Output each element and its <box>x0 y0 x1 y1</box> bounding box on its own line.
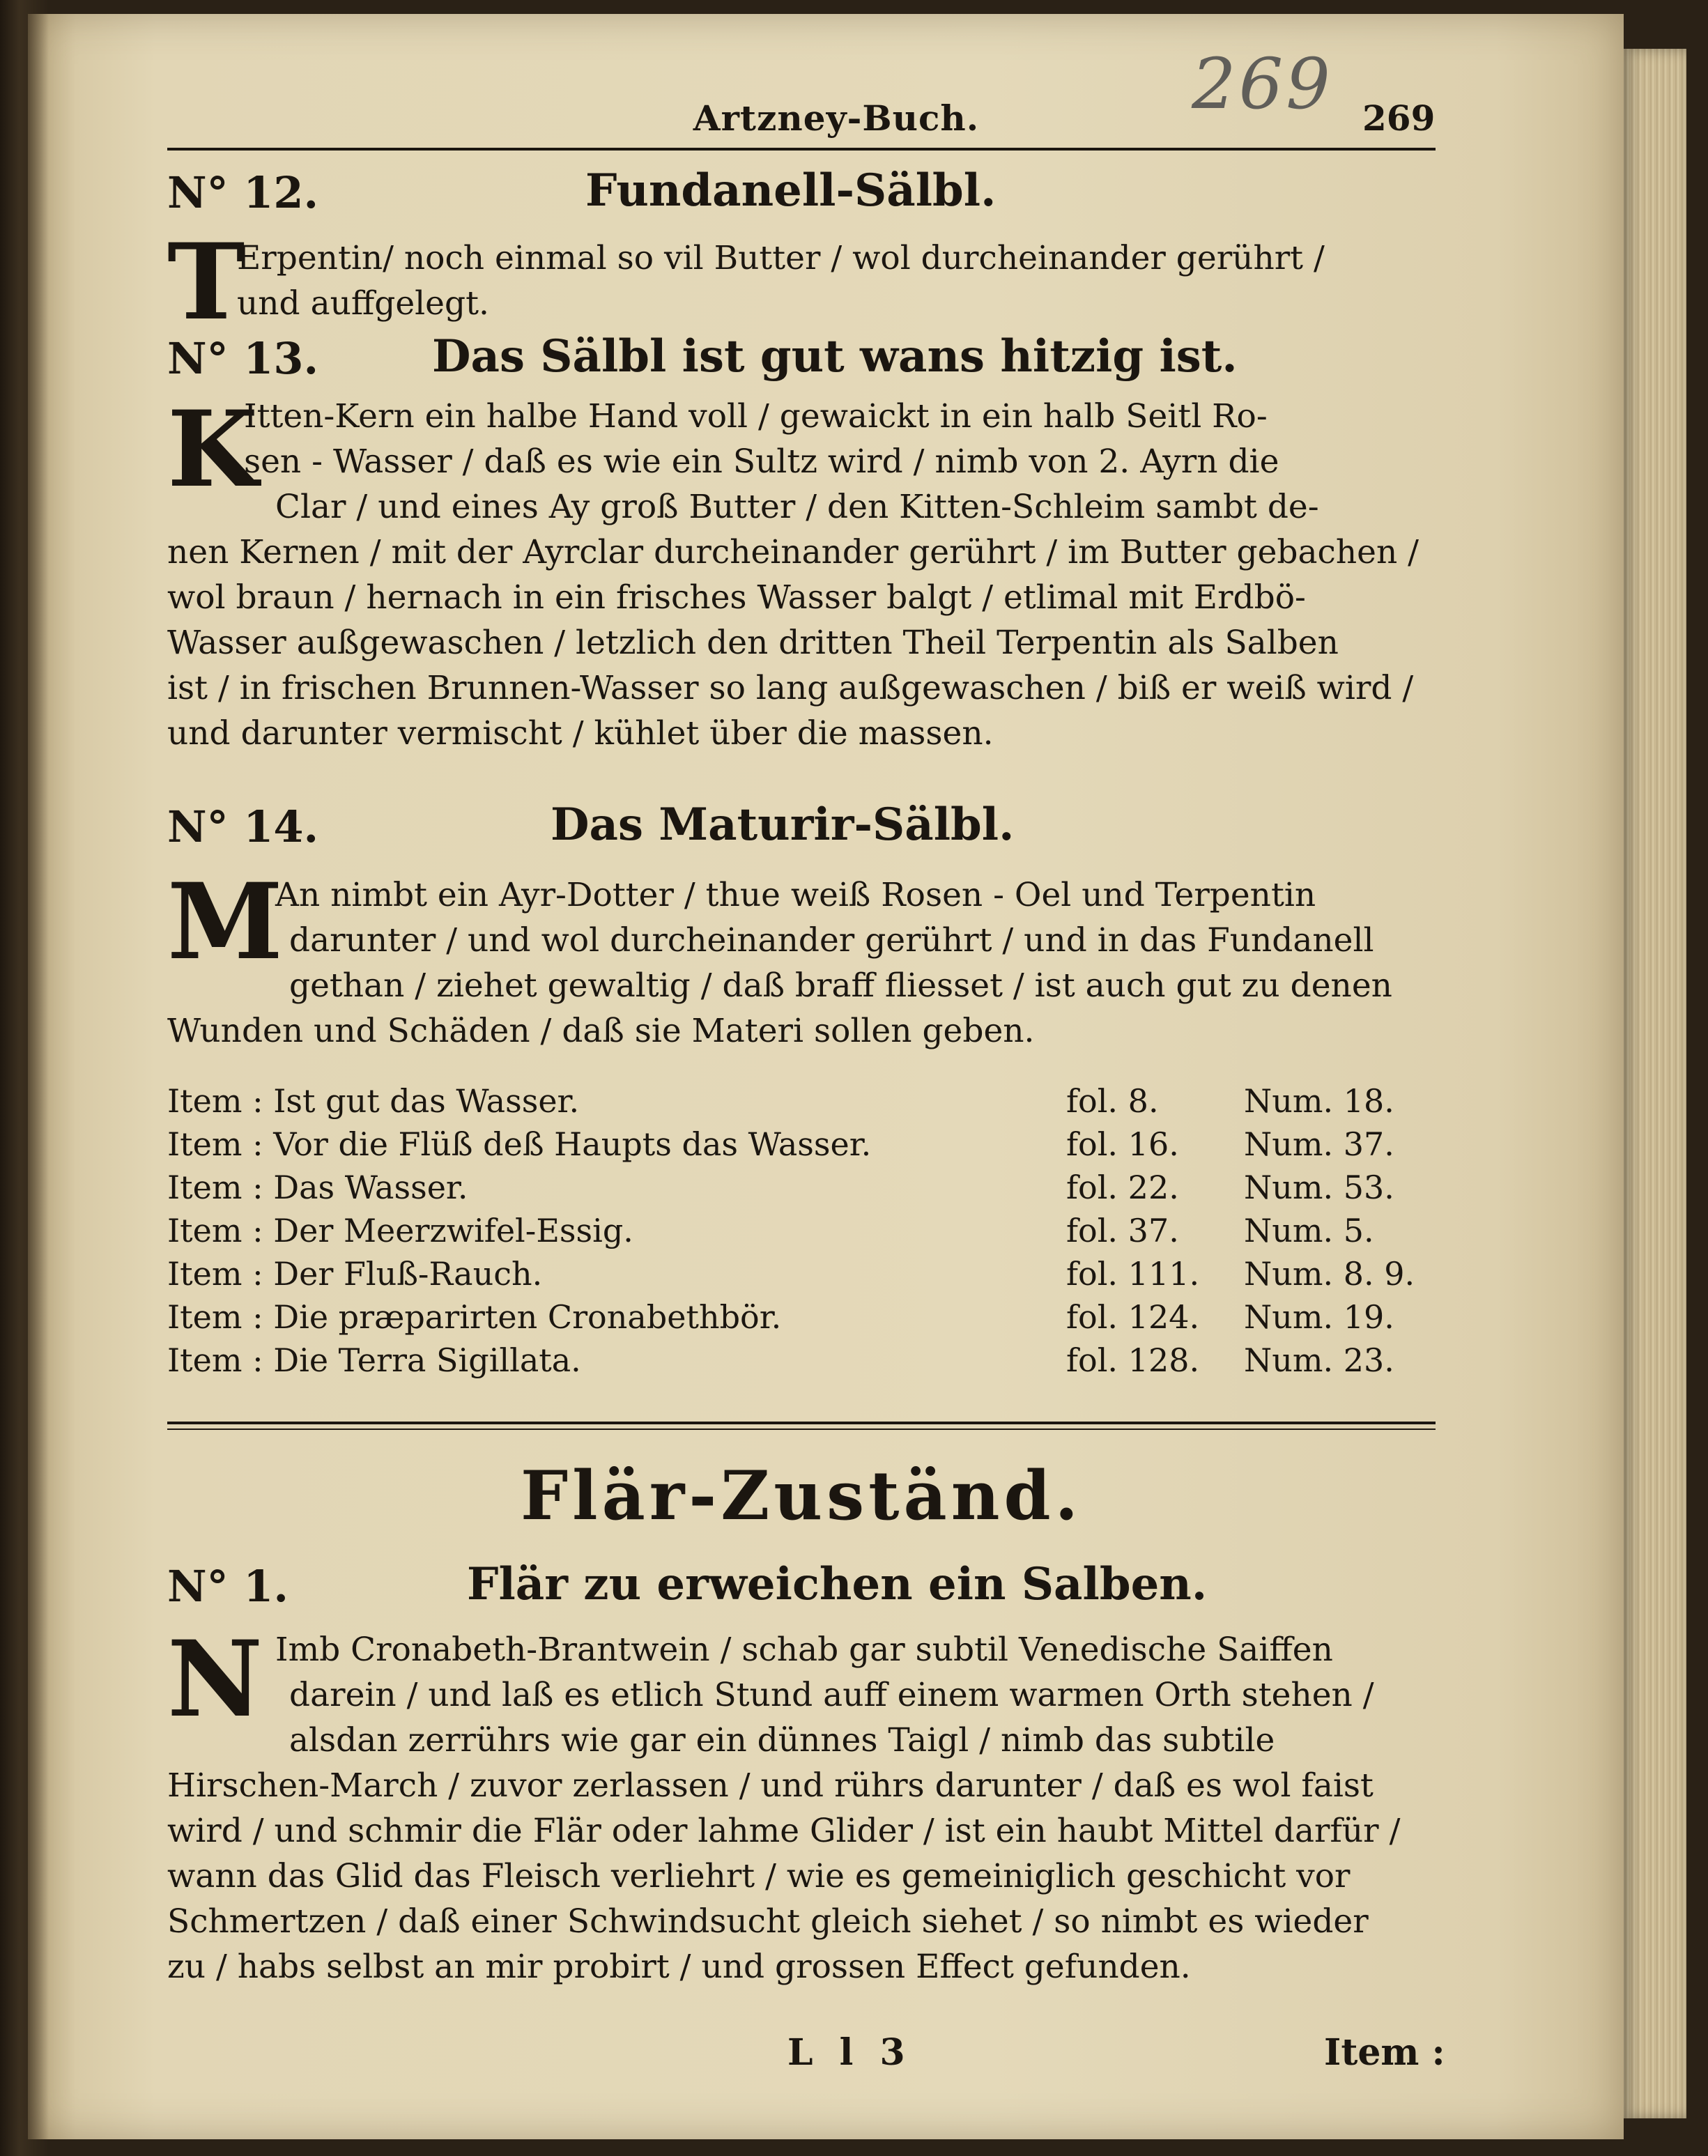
item-text: Item : Der Meerzwifel-Essig. <box>167 1212 633 1249</box>
drop-cap: M <box>167 861 284 983</box>
text-line: Itten-Kern ein halbe Hand voll / gewaickt in ein halb Seitl Ro- <box>244 397 1268 436</box>
entry-text <box>275 872 1436 1008</box>
text-line: ist / in frischen Brunnen-Wasser so lang außgewaschen / biß er weiß wird / <box>167 669 1414 707</box>
item-folio: fol. 8. <box>1066 1082 1159 1120</box>
item-text: Item : Die præparirten Cronabethbör. <box>167 1298 782 1336</box>
item-number: Num. 37. <box>1244 1125 1394 1163</box>
running-head: Artzney-Buch. <box>693 98 980 139</box>
item-row <box>167 1298 1436 1340</box>
text-line: An nimbt ein Ayr-Dotter / thue weiß Rosen - Oel und Terpentin <box>275 876 1316 914</box>
item-folio: fol. 124. <box>1066 1298 1200 1336</box>
drop-cap: K <box>167 388 259 511</box>
text-line: Clar / und eines Ay groß Butter / den Kitten-Schleim sambt de- <box>275 488 1319 526</box>
entry-title: Fundanell-Sälbl. <box>585 164 997 217</box>
item-row <box>167 1341 1436 1383</box>
item-folio: fol. 111. <box>1066 1255 1200 1293</box>
entry-title: Das Maturir-Sälbl. <box>551 799 1015 851</box>
text-line: Imb Cronabeth-Brantwein / schab gar subtil Venedische Saiffen <box>275 1631 1333 1669</box>
entry-number: N° 13. <box>167 333 319 384</box>
text-line: sen - Wasser / daß es wie ein Sultz wird / nimb von 2. Ayrn die <box>244 442 1279 481</box>
text-line: gethan / ziehet gewaltig / daß braff fliesset / ist auch gut zu denen <box>289 967 1392 1005</box>
item-folio: fol. 16. <box>1066 1125 1179 1163</box>
item-folio: fol. 128. <box>1066 1341 1200 1379</box>
entry-number: N° 14. <box>167 801 319 852</box>
item-row <box>167 1082 1436 1124</box>
text-line: wol braun / hernach in ein frisches Wasser balgt / etlimal mit Erdbö- <box>167 578 1306 617</box>
text-line: wann das Glid das Fleisch verliehrt / wie es gemeiniglich geschicht vor <box>167 1857 1351 1895</box>
entry-text <box>167 484 1436 756</box>
item-text: Item : Das Wasser. <box>167 1169 468 1206</box>
entry-number: N° 12. <box>167 167 319 218</box>
item-folio: fol. 22. <box>1066 1169 1179 1206</box>
catchword: Item : <box>1324 2031 1445 2074</box>
item-number: Num. 18. <box>1244 1082 1394 1120</box>
item-number: Num. 23. <box>1244 1341 1394 1379</box>
item-text: Item : Der Fluß-Rauch. <box>167 1255 543 1293</box>
text-line: darein / und laß es etlich Stund auff einem warmen Orth stehen / <box>289 1676 1374 1714</box>
text-line: und auffgelegt. <box>237 284 489 323</box>
signature-mark: L l 3 <box>787 2031 912 2074</box>
item-text: Item : Die Terra Sigillata. <box>167 1341 581 1379</box>
item-text: Item : Ist gut das Wasser. <box>167 1082 580 1120</box>
page-number: 269 <box>1362 98 1436 139</box>
drop-cap: T <box>167 221 245 344</box>
item-number: Num. 19. <box>1244 1298 1394 1336</box>
entry-title: Das Sälbl ist gut wans hitzig ist. <box>432 330 1238 383</box>
entry-text <box>167 1763 1436 1989</box>
text-line: wird / und schmir die Flär oder lahme Glider / ist ein haubt Mittel darfür / <box>167 1812 1401 1850</box>
text-line: und darunter vermischt / kühlet über die massen. <box>167 714 994 753</box>
entry-title: Flär zu erweichen ein Salben. <box>467 1558 1208 1610</box>
item-text: Item : Vor die Flüß deß Haupts das Wasser. <box>167 1125 872 1163</box>
page-edges <box>1624 49 1686 2118</box>
section-title: Flär-Zuständ. <box>520 1456 1083 1535</box>
item-number: Num. 53. <box>1244 1169 1394 1206</box>
item-number: Num. 5. <box>1244 1212 1374 1249</box>
drop-cap: N <box>167 1618 263 1741</box>
item-row <box>167 1212 1436 1254</box>
entry-text <box>244 394 1436 484</box>
text-line: darunter / und wol durcheinander gerührt / und in das Fundanell <box>289 921 1374 960</box>
text-line: nen Kernen / mit der Ayrclar durcheinander gerührt / im Butter gebachen / <box>167 533 1419 571</box>
entry-number: N° 1. <box>167 1561 288 1612</box>
item-row <box>167 1125 1436 1167</box>
text-line: Wasser außgewaschen / letzlich den dritten Theil Terpentin als Salben <box>167 624 1339 662</box>
header-rule <box>167 148 1436 151</box>
entry-text <box>237 236 1436 326</box>
handwritten-page-number: 269 <box>1192 43 1333 125</box>
item-folio: fol. 37. <box>1066 1212 1179 1249</box>
item-number: Num. 8. 9. <box>1244 1255 1415 1293</box>
item-row <box>167 1169 1436 1210</box>
text-line: zu / habs selbst an mir probirt / und grossen Effect gefunden. <box>167 1948 1191 1986</box>
section-rule <box>167 1422 1436 1430</box>
entry-text <box>167 1008 1436 1054</box>
text-line: Schmertzen / daß einer Schwindsucht gleich siehet / so nimbt es wieder <box>167 1902 1369 1941</box>
binding-shadow <box>0 0 49 2156</box>
text-line: Wunden und Schäden / daß sie Materi sollen geben. <box>167 1012 1035 1050</box>
item-row <box>167 1255 1436 1297</box>
text-line: alsdan zerrührs wie gar ein dünnes Taigl / nimb das subtile <box>289 1721 1275 1760</box>
entry-text <box>275 1627 1436 1763</box>
text-line: Erpentin/ noch einmal so vil Butter / wol durcheinander gerührt / <box>237 239 1325 277</box>
text-line: Hirschen-March / zuvor zerlassen / und rührs darunter / daß es wol faist <box>167 1766 1374 1805</box>
